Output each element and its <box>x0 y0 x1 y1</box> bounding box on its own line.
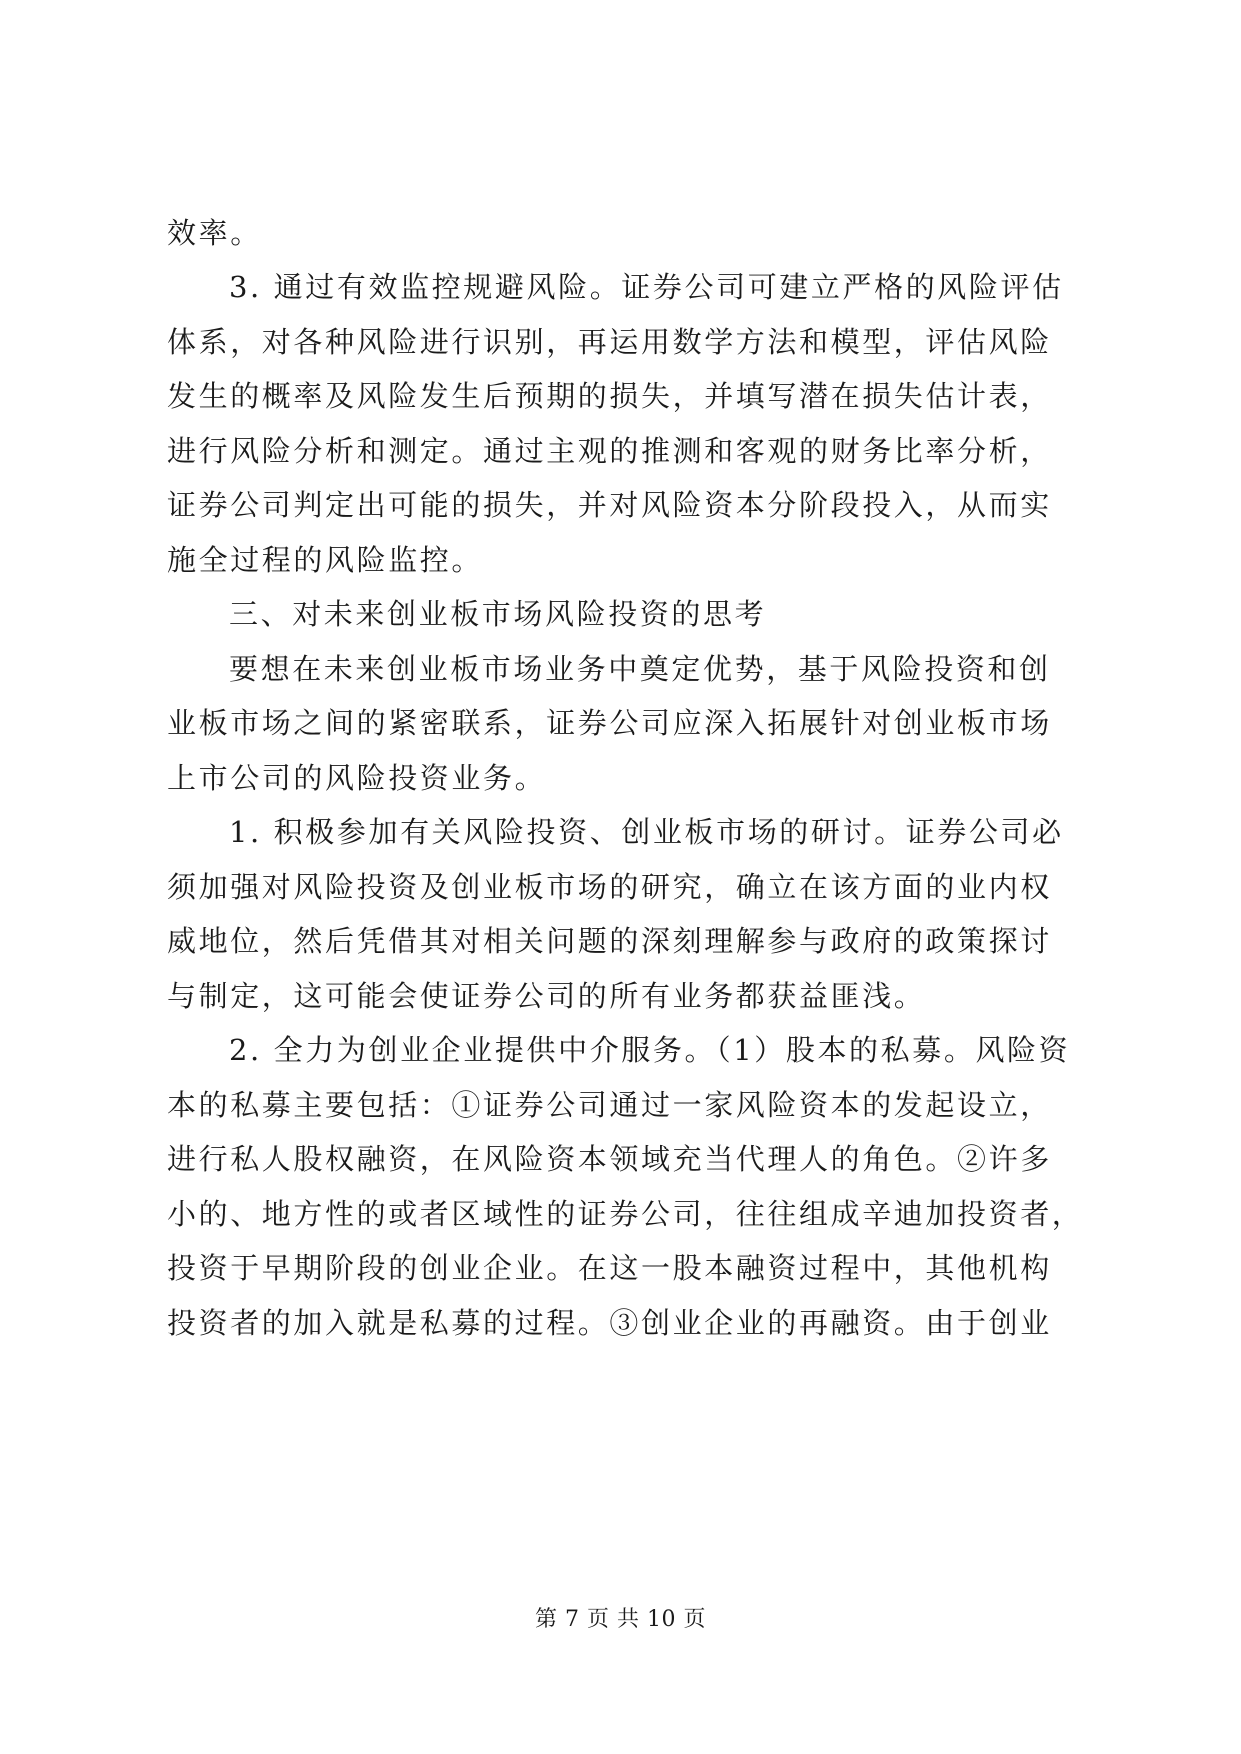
text-line: 体系，对各种风险进行识别，再运用数学方法和模型，评估风险 <box>167 325 1052 359</box>
section-heading: 三、对未来创业板市场风险投资的思考 <box>229 597 767 631</box>
text-line: 效率。 <box>167 216 262 250</box>
text-line: 施全过程的风险监控。 <box>167 543 484 577</box>
text-line: 业板市场之间的紧密联系，证券公司应深入拓展针对创业板市场 <box>167 706 1052 740</box>
text-line: 投资于早期阶段的创业企业。在这一股本融资过程中，其他机构 <box>167 1251 1052 1285</box>
text-line: 1. 积极参加有关风险投资、创业板市场的研讨。证券公司必 <box>229 815 1064 849</box>
text-line: 威地位，然后凭借其对相关问题的深刻理解参与政府的政策探讨 <box>167 924 1052 958</box>
text-line: 上市公司的风险投资业务。 <box>167 761 547 795</box>
text-line: 须加强对风险投资及创业板市场的研究，确立在该方面的业内权 <box>167 870 1052 904</box>
text-line: 发生的概率及风险发生后预期的损失，并填写潜在损失估计表， <box>167 379 1052 413</box>
text-line: 进行风险分析和测定。通过主观的推测和客观的财务比率分析， <box>167 434 1052 468</box>
text-line: 证券公司判定出可能的损失，并对风险资本分阶段投入，从而实 <box>167 488 1052 522</box>
text-line: 3. 通过有效监控规避风险。证券公司可建立严格的风险评估 <box>229 270 1064 304</box>
page-number-footer: 第 7 页 共 10 页 <box>535 1607 706 1632</box>
text-line: 进行私人股权融资，在风险资本领域充当代理人的角色。②许多 <box>167 1142 1052 1176</box>
text-line: 投资者的加入就是私募的过程。③创业企业的再融资。由于创业 <box>167 1306 1052 1340</box>
text-line: 2. 全力为创业企业提供中介服务。（1）股本的私募。风险资 <box>229 1033 1071 1067</box>
text-line: 本的私募主要包括：①证券公司通过一家风险资本的发起设立， <box>167 1088 1052 1122</box>
text-line: 要想在未来创业板市场业务中奠定优势，基于风险投资和创 <box>229 652 1051 686</box>
text-line: 小的、地方性的或者区域性的证券公司，往往组成辛迪加投资者， <box>167 1197 1084 1231</box>
text-line: 与制定，这可能会使证券公司的所有业务都获益匪浅。 <box>167 979 926 1013</box>
